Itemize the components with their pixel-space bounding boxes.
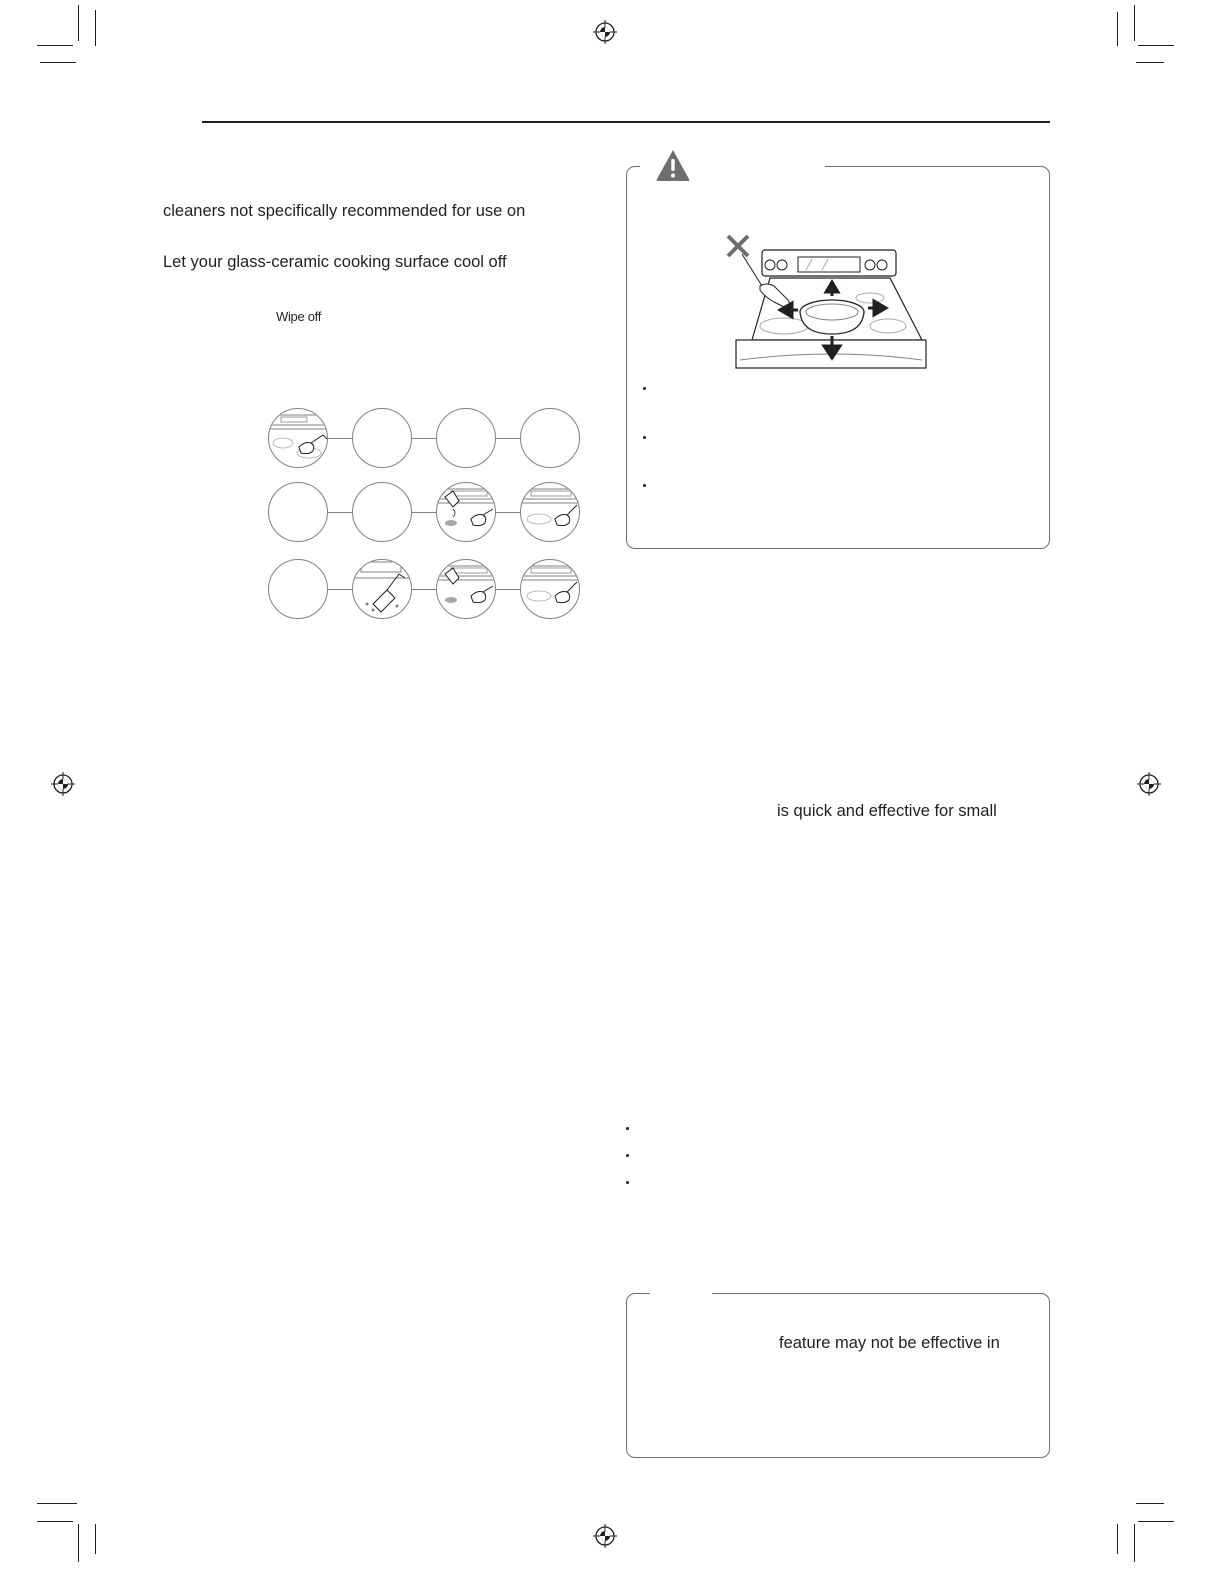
apply-cleaner-icon xyxy=(437,560,496,619)
step-circle-apply-cleaner xyxy=(436,559,496,619)
step-circle-empty xyxy=(436,408,496,468)
step-circle-empty xyxy=(268,559,328,619)
step-circle-scrape xyxy=(352,559,412,619)
note-box xyxy=(626,1293,1050,1458)
body-text-line: is quick and effective for small xyxy=(777,802,997,820)
cross-mark-icon xyxy=(728,236,748,256)
registration-mark-icon xyxy=(51,772,75,796)
bullet-point xyxy=(626,1127,629,1130)
scraper-icon xyxy=(353,560,412,619)
step-circle-wipe xyxy=(520,482,580,542)
bullet-point xyxy=(643,484,646,487)
step-circle-wipe xyxy=(268,408,328,468)
wipe-cooktop-icon xyxy=(269,409,328,468)
step-circle-empty xyxy=(352,408,412,468)
body-text-line: cleaners not specifically recommended for use on xyxy=(163,202,526,220)
wipe-cooktop-icon xyxy=(521,560,580,619)
apply-cleaner-icon xyxy=(437,483,496,542)
warning-triangle-icon xyxy=(655,148,691,182)
bullet-point xyxy=(643,387,646,390)
bullet-point xyxy=(643,436,646,439)
step-circle-empty xyxy=(520,408,580,468)
bullet-point xyxy=(626,1154,629,1157)
note-text-line: feature may not be effective in xyxy=(779,1334,1000,1352)
registration-mark-icon xyxy=(593,1524,617,1548)
wipe-cooktop-icon xyxy=(521,483,580,542)
step-circle-apply-cleaner xyxy=(436,482,496,542)
step-circle-empty xyxy=(268,482,328,542)
body-text-line: Let your glass-ceramic cooking surface cool off xyxy=(163,253,507,271)
step-circle-empty xyxy=(352,482,412,542)
registration-mark-icon xyxy=(593,20,617,44)
step-circle-wipe xyxy=(520,559,580,619)
header-rule xyxy=(202,121,1050,123)
wipe-off-callout: Wipe off xyxy=(276,309,322,324)
bullet-point xyxy=(626,1181,629,1184)
registration-mark-icon xyxy=(1137,772,1161,796)
range-slide-pan-illustration xyxy=(722,230,928,370)
